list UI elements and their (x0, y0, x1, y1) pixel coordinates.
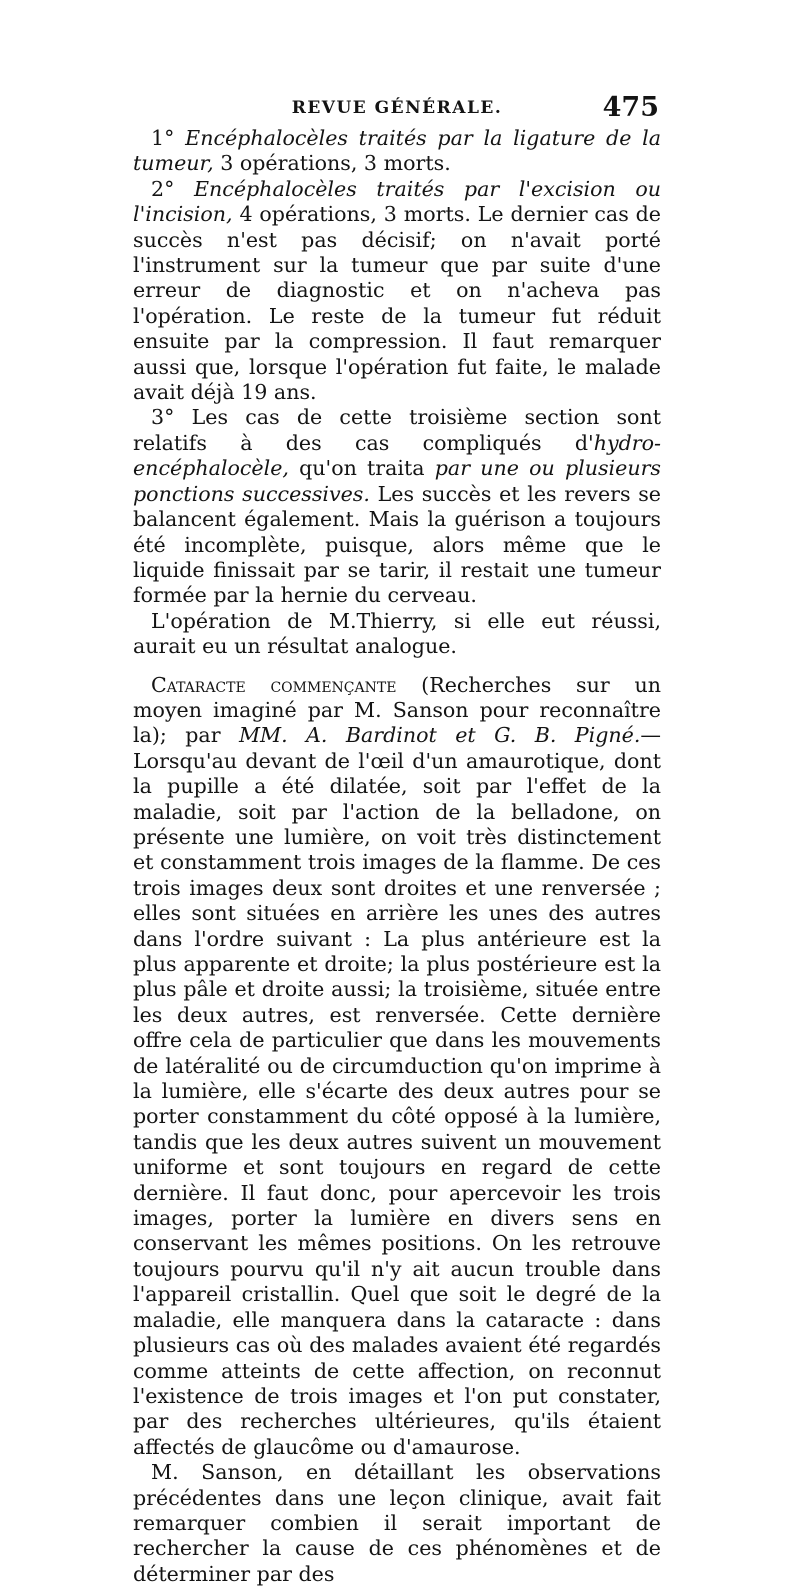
item-lead: Encéphalocèles traités par l'excision ou l'incision, (133, 176, 662, 227)
paragraph-4: L'opération de M.Thierry, si elle eut réussi, aurait eu un résultat analogue. (133, 608, 661, 659)
paragraph-6: M. Sanson, en détaillant les observations précédentes dans une leçon clinique, avait fait remarquer combien il serait important de rechercher la cause de ces phénomènes et de déterminer par des (133, 1460, 661, 1586)
item-number: 2° (151, 176, 175, 201)
body-text (133, 126, 661, 1587)
paragraph-5: Cataracte commençante (Recherches sur un moyen imaginé par M. Sanson pour reconnaître la); par MM. A. Bardinot et G. B. Pigné.—Lorsqu'au devant de l'œil d'un amaurotique, dont la pupille a été dilatée, soit par l'effet de la maladie, soit par l'action de la belladone, on présente une lumière, on voit très distinctement et constamment trois images de la flamme. De ces trois images deux sont droites et une renversée ; elles sont situées en arrière les unes des autres dans l'ordre suivant : La plus antérieure est la plus apparente et droite; la plus postérieure est la plus pâle et droite aussi; la troisième, située entre les deux autres, est renversée. Cette dernière offre cela de particulier que dans les mouvements de latéralité ou de circumduction qu'on imprime à la lumière, elle s'écarte des deux autres pour se porter constamment du côté opposé à la lumière, tandis que les deux autres suivent un mouvement uniforme et sont toujours en regard de cette dernière. Il faut donc, pour apercevoir les trois images, porter la lumière en divers sens en conservant les mêmes positions. On les retrouve toujours pourvu qu'il n'y ait aucun trouble dans l'appareil cristallin. Quel que soit le degré de la maladie, elle manquera dans la cataracte : dans plusieurs cas où des malades avaient été regardés comme atteints de cette affection, on reconnut l'existence de trois images et l'on put constater, par des recherches ultérieures, qu'ils étaient affectés de glaucôme ou d'amaurose. (133, 672, 662, 1459)
item-lead: Encéphalocèles traités par la ligature de la tumeur, (133, 126, 661, 176)
authors: MM. A. Bardinot et G. B. Pigné. (238, 723, 641, 748)
paragraph-3: 3° Les cas de cette troisième section sont relatifs à des cas compliqués d'hydro-encéphalocèle, qu'on traita par une ou plusieurs ponctions successives. Les succès et les revers se balancent également. Mais la guérison a toujours été incomplète, puisque, alors même que le liquide finissait par se tarir, il restait une tumeur formée par la hernie du cerveau. (133, 405, 661, 608)
paragraph-2: 2° Encéphalocèles traités par l'excision ou l'incision, 4 opérations, 3 morts. Le dernier cas de succès n'est pas décisif; on n'avait porté l'instrument sur la tumeur que par suite d'une erreur de diagnostic et on n'acheva pas l'opération. Le reste de la tumeur fut réduit ensuite par la compression. Il faut remarquer aussi que, lorsque l'opération fut faite, le malade avait déjà 19 ans. (133, 176, 662, 405)
page-header (133, 92, 661, 126)
item-number: 1° (151, 126, 175, 150)
paragraph-1: 1° Encéphalocèles traités par la ligature de la tumeur, 3 opérations, 3 morts. (133, 126, 661, 176)
page-number: 475 (602, 92, 659, 123)
section-heading: Cataracte commençante (151, 672, 397, 697)
item-number: 3° (151, 405, 175, 430)
running-head: REVUE GÉNÉRALE. (291, 98, 503, 118)
